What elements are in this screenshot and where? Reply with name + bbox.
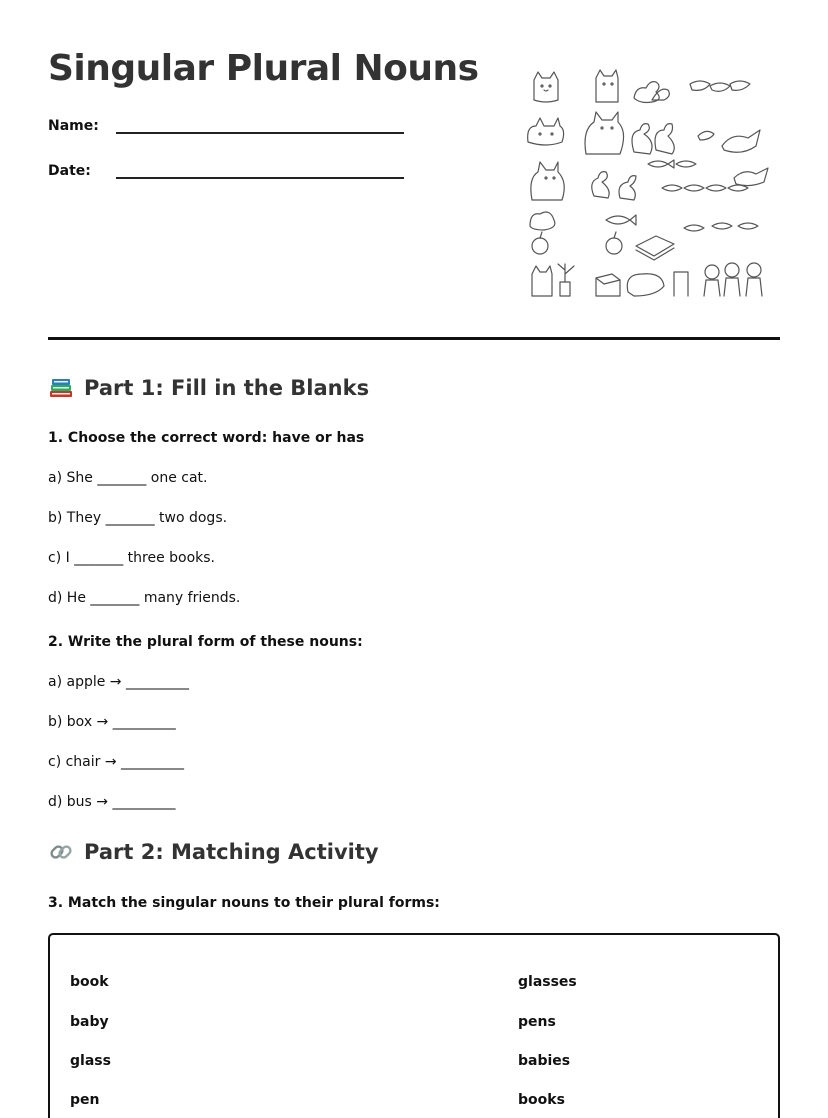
q3-heading: 3. Match the singular nouns to their plural forms: [48,895,440,911]
header-divider [48,337,780,340]
match-left-4[interactable]: pen [70,1092,100,1108]
duck-sketch-1 [634,82,669,103]
cow-sketch [627,274,664,296]
fish-sketch-1 [648,160,748,191]
q1-heading: 1. Choose the correct word: have or has [48,430,365,446]
part2-title-text: Part 2: Matching Activity [84,840,379,864]
q2-heading: 2. Write the plural form of these nouns: [48,634,363,650]
bird-sketch-3 [734,168,768,186]
plant-sketch [558,264,574,296]
cat-sketch-4 [585,112,624,154]
q1-item-c[interactable]: c) I _______ three books. [48,550,215,566]
match-right-2[interactable]: pens [518,1014,556,1030]
name-field [48,118,404,134]
part1-title [48,375,369,401]
q1-item-b[interactable]: b) They _______ two dogs. [48,510,228,526]
worksheet-header [48,48,780,308]
part2-title [48,839,379,865]
children-sketch [704,263,762,296]
duck-sketch-3 [592,172,636,200]
part1-title-text: Part 1: Fill in the Blanks [84,376,370,400]
date-field [48,163,404,179]
q2-item-b[interactable]: b) box → _________ [48,714,176,730]
cat-sketch-3 [528,118,564,145]
cat-sketch-1 [534,72,558,102]
match-right-1[interactable]: glasses [518,974,577,990]
animals-illustration [524,60,774,305]
page-title: Singular Plural Nouns [48,48,479,89]
fish-sketch-2 [606,215,758,231]
cat-sketch-5 [531,162,564,200]
birds-sketch-1 [690,81,750,91]
apple-sketch-1 [532,232,622,254]
name-label: Name: [48,118,99,134]
q2-item-a[interactable]: a) apple → _________ [48,674,189,690]
q2-item-c[interactable]: c) chair → _________ [48,754,185,770]
name-line[interactable] [116,118,404,134]
match-left-1[interactable]: book [70,974,109,990]
books-icon [48,375,74,401]
cat-sketch-7 [532,266,552,296]
chair-sketch [674,272,688,296]
cat-sketch-2 [596,70,618,102]
q2-item-d[interactable]: d) bus → _________ [48,794,176,810]
match-right-3[interactable]: babies [518,1053,571,1069]
q1-item-a[interactable]: a) She _______ one cat. [48,470,208,486]
link-icon [48,839,74,865]
match-right-4[interactable]: books [518,1092,565,1108]
date-line[interactable] [116,163,404,179]
match-left-3[interactable]: glass [70,1053,111,1069]
matching-box [48,933,780,1118]
book-sketch-1 [636,236,674,260]
cat-sketch-6 [530,212,555,230]
q1-item-d[interactable]: d) He _______ many friends. [48,590,241,606]
duck-sketch-2 [632,124,674,154]
match-left-2[interactable]: baby [70,1014,109,1030]
birds-sketch-2 [698,130,760,152]
date-label: Date: [48,163,91,179]
box-sketch [596,274,620,296]
